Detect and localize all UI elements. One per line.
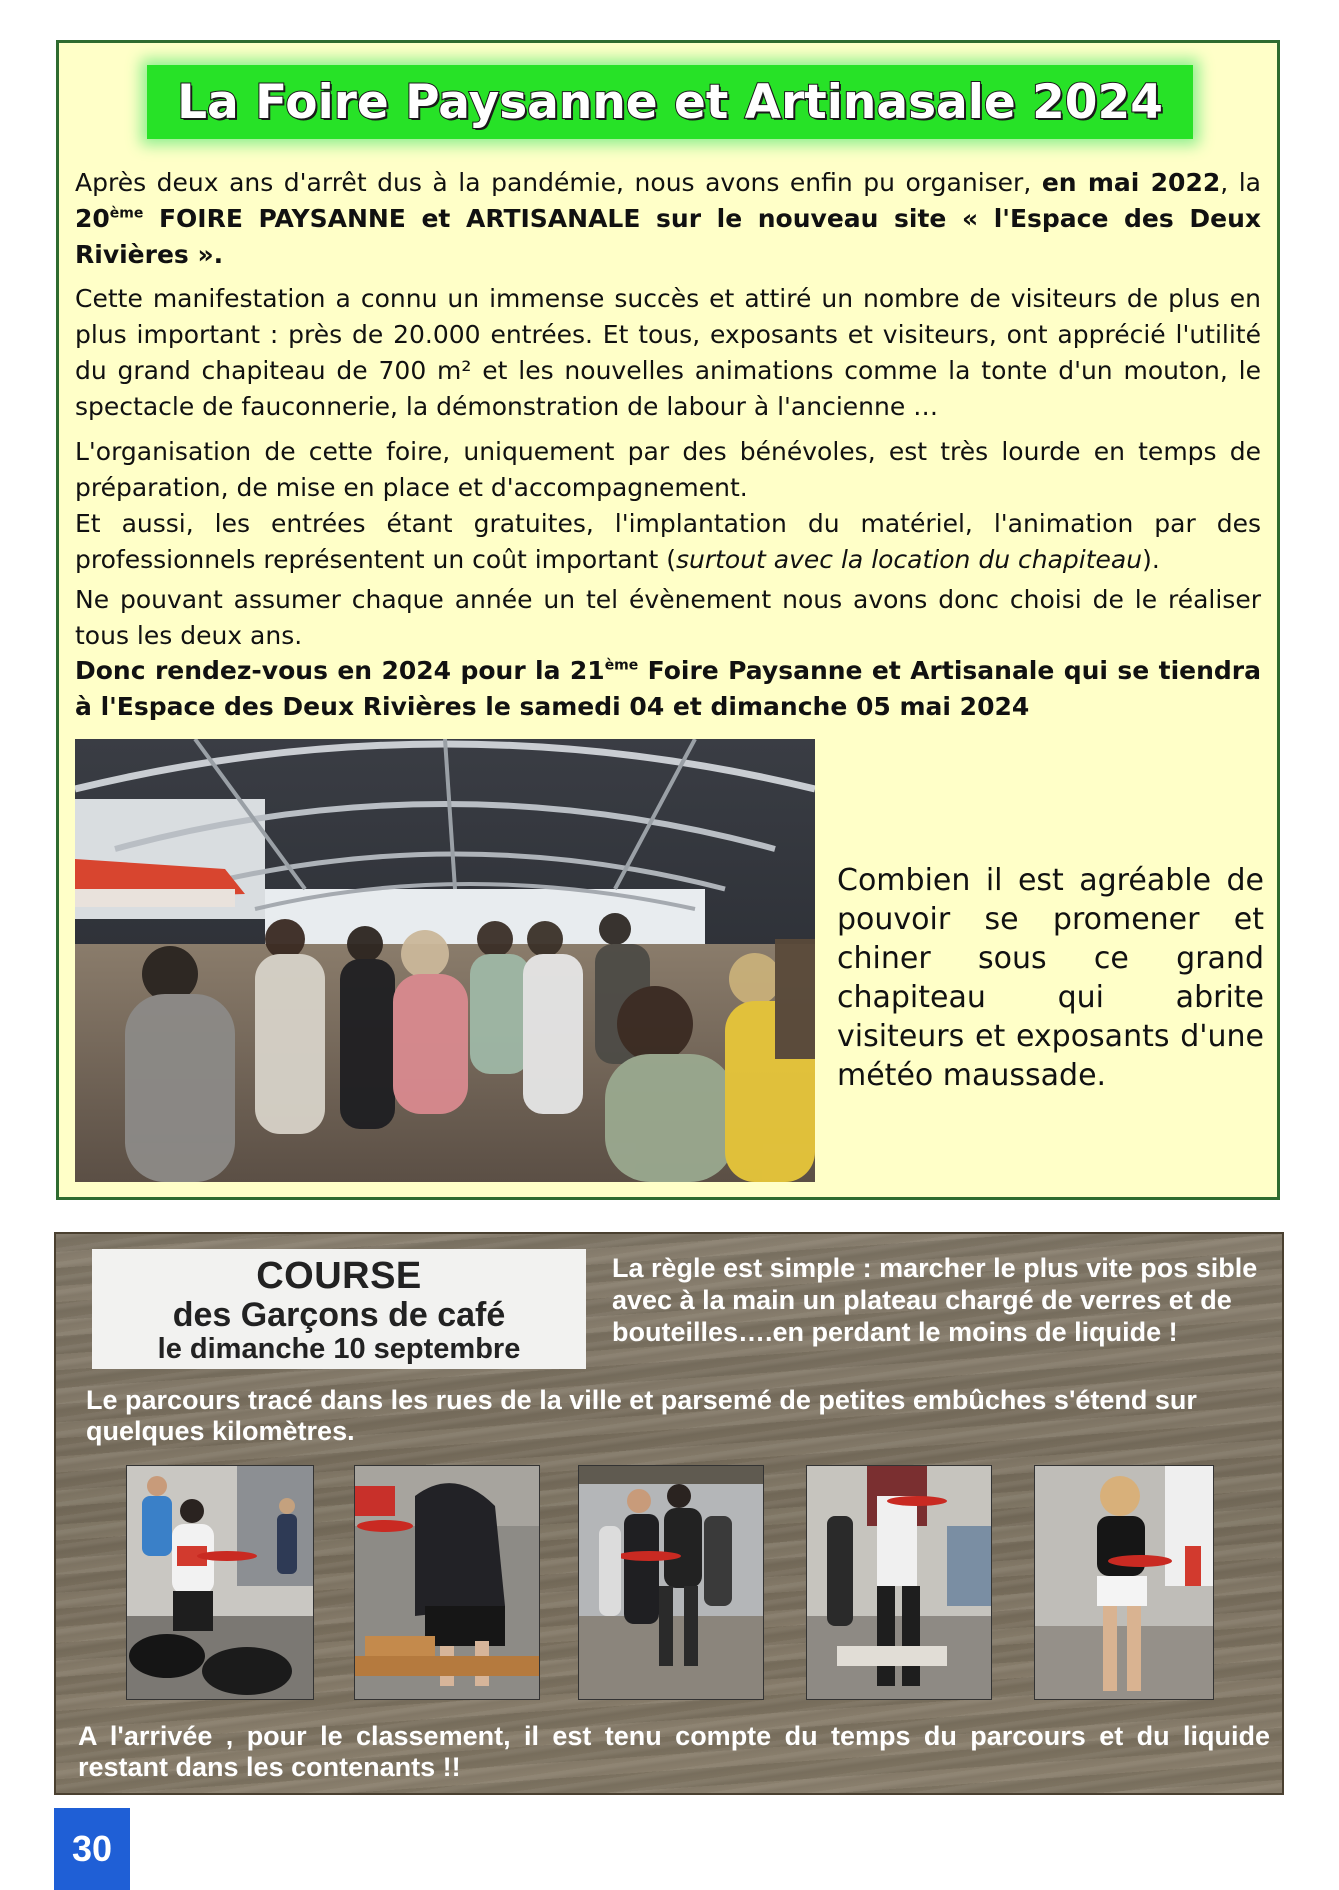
p3-text-a: L'organisation de cette foire, uniquement par des bénévoles, est très lourde en temps de préparation, de mise en place et d'accompagnement.	[75, 437, 1261, 502]
p3-text-d: ).	[1142, 545, 1160, 574]
waiter-race-illustration-4	[807, 1466, 991, 1699]
fair-paragraph-5	[75, 653, 1261, 725]
p3-text-italic: surtout avec la location du chapiteau	[675, 545, 1143, 574]
tent-crowd-illustration	[75, 739, 815, 1182]
fair-title: La Foire Paysanne et Artinasale 2024	[177, 74, 1163, 130]
p5-sup: ème	[604, 657, 639, 674]
p1-edition	[75, 204, 1261, 269]
course-title: COURSE	[256, 1255, 422, 1297]
course-section	[54, 1232, 1284, 1795]
tent-crowd-photo	[75, 739, 815, 1182]
p2-text: Cette manifestation a connu un immense succès et attiré un nombre de visiteurs de plus en plus important : près de 20.000 entrées. Et tous, exposants et visiteurs, ont apprécié l'utilité du grand chapiteau de 700 m² et les nouvelles animations comme la tonte d'un mouton, le spectacle de fauconnerie, la démonstration de labour à l'ancienne …	[75, 284, 1261, 421]
waiter-race-illustration-2	[355, 1466, 539, 1699]
p1-text-c: , la	[1220, 168, 1261, 197]
waiter-race-illustration-5	[1035, 1466, 1213, 1699]
p3-text-b-line	[75, 506, 1261, 578]
course-route-text: Le parcours tracé dans les rues de la ville et parsemé de petites embûches s'étend sur quelques kilomètres.	[86, 1385, 1197, 1446]
waiter-race-photo-1	[126, 1465, 314, 1700]
p1-edition-text: FOIRE PAYSANNE et ARTISANALE sur le nouveau site « l'Espace des Deux Rivières ».	[75, 204, 1261, 269]
course-rule-text: La règle est simple : marcher le plus vite pos sible avec à la main un plateau chargé de verres et de bouteilles….en perdant le moins de liquide !	[612, 1253, 1258, 1347]
page-number: 30	[54, 1808, 130, 1890]
tent-photo-caption: Combien il est agréable de pouvoir se promener et chiner sous ce grand chapiteau qui abrite visiteurs et exposants d'une météo maussade.	[837, 863, 1264, 1093]
fair-paragraph-3	[75, 434, 1261, 578]
course-arrival-text: A l'arrivée , pour le classement, il est tenu compte du temps du parcours et du liquide restant dans les contenants !!	[78, 1721, 1270, 1782]
p5-text-b: Foire Paysanne et Artisanale qui se tiendra à l'Espace des Deux Rivières le samedi 04 et dimanche 05 mai 2024	[75, 656, 1261, 721]
p1-date: en mai 2022	[1041, 168, 1221, 197]
p1-edition-number: 20	[75, 204, 110, 233]
waiter-race-illustration-1	[127, 1466, 313, 1699]
p5-bold	[75, 656, 1261, 721]
course-date: le dimanche 10 septembre	[157, 1333, 521, 1365]
fair-section	[56, 40, 1280, 1200]
course-subtitle: des Garçons de café	[172, 1296, 506, 1334]
waiter-race-illustration-3	[579, 1466, 763, 1699]
fair-paragraph-4	[75, 582, 1261, 654]
waiter-race-photo-3	[578, 1465, 764, 1700]
fair-title-banner	[147, 65, 1193, 139]
fair-paragraph-1	[75, 165, 1261, 273]
waiter-race-photo-5	[1034, 1465, 1214, 1700]
p1-text-a: Après deux ans d'arrêt dus à la pandémie, nous avons enfin pu organiser,	[75, 168, 1042, 197]
p5-text-a: Donc rendez-vous en 2024 pour la 21	[75, 656, 605, 685]
p3-text-b: Et aussi, les entrées étant gratuites, l'implantation du matériel, l'animation par des professionnels représentent un coût important (	[75, 509, 1261, 574]
p1-edition-sup: ème	[109, 205, 144, 222]
waiter-race-photo-2	[354, 1465, 540, 1700]
waiter-race-photo-4	[806, 1465, 992, 1700]
course-title-box	[92, 1249, 586, 1369]
p4-text: Ne pouvant assumer chaque année un tel évènement nous avons donc choisi de le réaliser tous les deux ans.	[75, 585, 1261, 650]
fair-paragraph-2	[75, 281, 1261, 425]
